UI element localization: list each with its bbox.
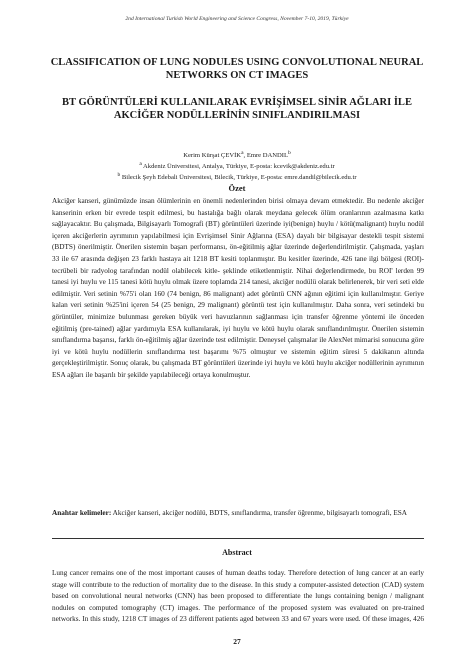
author-names xyxy=(40,149,434,160)
keywords-text: Akciğer kanseri, akciğer nodülü, BDTS, sınıflandırma, transfer öğrenme, bilgisayarlı tomografi, ESA xyxy=(111,509,408,517)
affiliation-b xyxy=(40,171,434,182)
keywords-label: Anahtar kelimeler: xyxy=(52,509,112,517)
conference-header: 2nd International Turkish World Engineering and Science Congress, November 7-10, 2019, Türkiye xyxy=(125,16,349,22)
keywords-line xyxy=(52,508,424,520)
affiliation-a xyxy=(40,160,434,171)
abstract-paragraph: Lung cancer remains one of the most important causes of human deaths today. Therefore detection of lung cancer at an early stage will contribute to the reduction of mortality due to the disease. In this study a computer-assisted detection (CAD) system based on convolutional neural networks (CNN) has been proposed to differentiate the lungs containing benign / malignant nodules on computed tomography (CT) images. The performance of the proposed system was evaluated on pre-trained networks. In this study, 1218 CT images of 23 different patients aged between 33 and 67 years were used. Of these images, 426 xyxy=(52,569,424,624)
author-block xyxy=(40,149,434,183)
abstract-heading: Abstract xyxy=(222,548,252,557)
ozet-paragraph: Akciğer kanseri, günümüzde insan ölümlerinin en önemli nedenlerinden birisi olmaya devam etmektedir. Bu nedenle akciğer kanserinin erken bir evrede tespit edilmesi, bu hastalığa bağlı olarak meydana gelecek ölüm oranlarının azalmasına katkı sağlayacaktır. Bu çalışmada, Bilgisayarlı Tomografi (BT) görüntüleri üzerinde iyi(benign) huylu / kötü(malignant) huylu nodül içeren akciğerlerin ayrımının yapılabilmesi için Evrişimsel Sinir Ağlarına (ESA) dayalı bir bilgisayar destekli tespit sistemi (BDTS) önerilmiştir. Önerilen sistemin başarı performansı, ön-eğitilmiş ağlar üzerinde değerlendirilmiştir. Çalışmada, yaşları 33 ile 67 arasında değişen 23 farklı hastaya ait 1218 BT kesiti toplanmıştır. Bu kesitler üzerinde, 426 tane ilgi bölgesi (ROI)- tecrübeli bir radyolog tarafından nodül olabilecek kitle- şeklinde etiketlenmiştir. Nihai değerlendirmede, bu ROI' lerden 99 tanesi iyi huylu ve 115 tanesi kötü huylu olmak üzere toplamda 214 tanesi, akciğer nodülü olarak belirlenerek, bir veri seti elde edilmiştir. Veri setinin %75'i olan 160 (74 benign, 86 malignant) adet görüntü CNN ağının eğitimi için kullanılmıştır. Geriye kalan veri setinin %25'ini içeren 54 (25 benign, 29 malignant) görüntü test için kullanılmıştır. Daha sonra, veri setindeki bu görüntüler, minimize bulunması gereken büyük veri havuzlarının sağlanması için transfer öğrenme yöntemi ile önceden eğitilmiş (pre-tained) ağlar yardımıyla ESA kullanılarak, iyi huylu ve kötü huylu olarak sınıflandırılmıştır. Önerilen sistemin sınıflandırma başarısı, farklı ön-eğitilmiş ağlar üzerinde test edilmiştir. Deneysel çalışmalar ile AlexNet mimarisi sonucuna göre iyi ve kötü huylu nodüllerin sınıflandırma test başarımı %75 olmuştur ve sistemin eğitim süresi 5 dakikanın altında gerçekleştirilmiştir. Sonuç olarak, bu çalışmada BT görüntüleri üzerinde iyi huylu ve kötü huylu akciğer nodüllerinin ayrımının ESA ağları ile başarılı bir şekilde yapılabileceği ortaya konulmuştur. xyxy=(52,197,424,379)
author-name-1: Kerim Kürşat ÇEVİK xyxy=(183,152,242,160)
turkish-title: BT GÖRÜNTÜLERİ KULLANILARAK EVRİŞİMSEL SİNİR AĞLARI İLE AKCİĞER NODÜLLERİNİN SINIFLANDIRILMASI xyxy=(62,97,412,121)
affiliation-a-sup: a xyxy=(139,161,142,168)
page-number: 27 xyxy=(233,637,241,646)
ozet-heading: Özet xyxy=(228,183,246,193)
author-name-2: , Emre DANDIL xyxy=(243,152,289,160)
affiliation-b-sup: b xyxy=(117,172,121,179)
section-divider xyxy=(52,538,424,539)
affiliation-a-text: Akdeniz Üniversitesi, Antalya, Türkiye, E-posta: kcevik@akdeniz.edu.tr xyxy=(141,163,335,171)
author-sup-b: b xyxy=(288,150,291,156)
author-sup-a: a xyxy=(241,150,244,156)
english-title: CLASSIFICATION OF LUNG NODULES USING CONVOLUTIONAL NEURAL NETWORKS ON CT IMAGES xyxy=(50,57,424,81)
affiliation-b-text: Bilecik Şeyh Edebali Üniversitesi, Bilecik, Türkiye, E-posta: emre.dandil@bilecik.edu.tr xyxy=(120,174,357,182)
